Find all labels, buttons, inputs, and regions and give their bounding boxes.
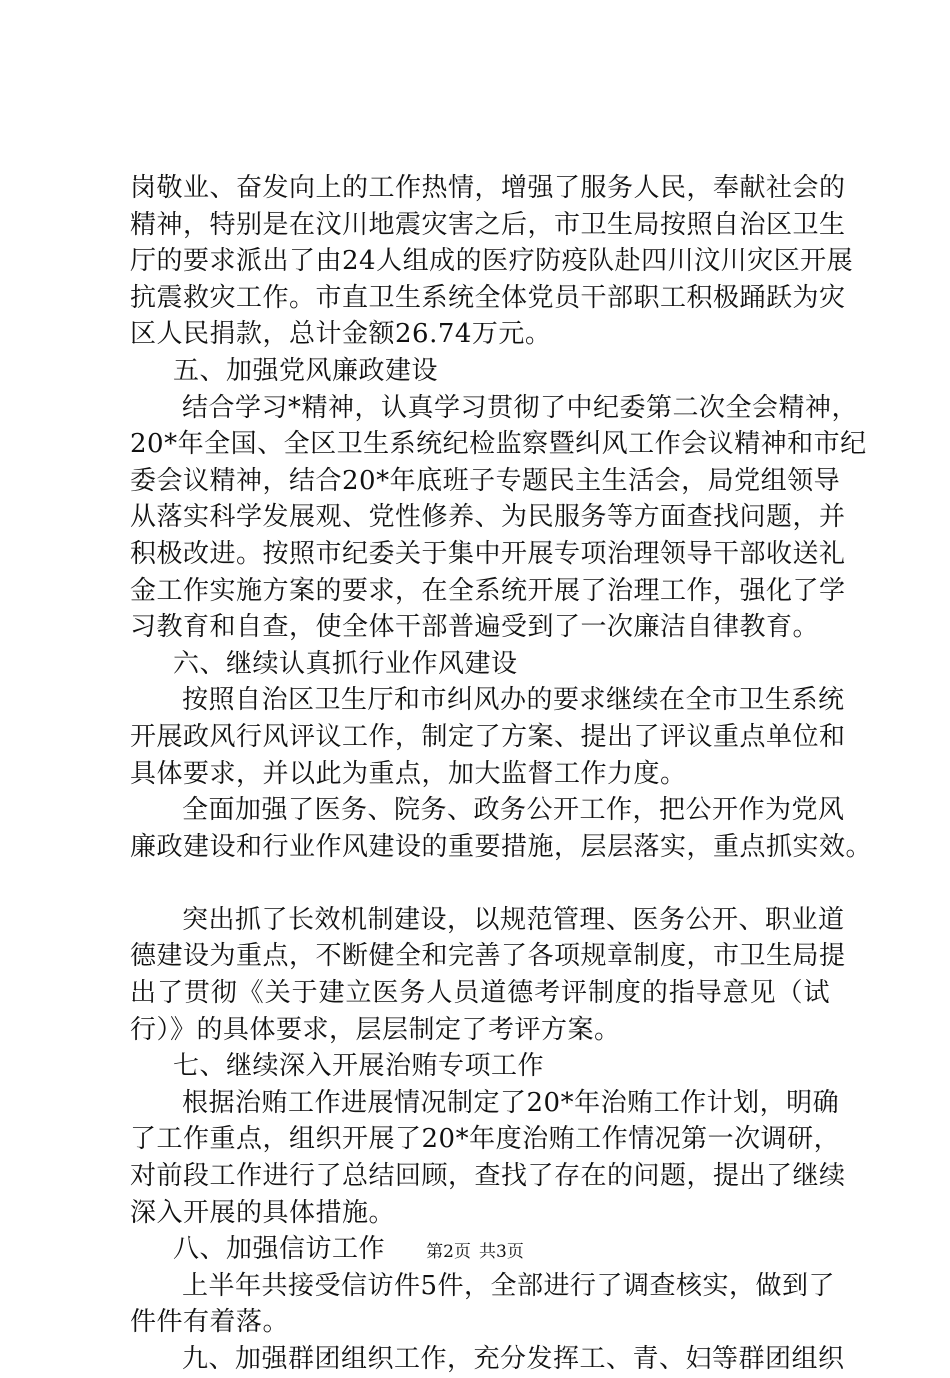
paragraph-start-line: 上半年共接受信访件5件，全部进行了调查核实，做到了 bbox=[182, 1270, 836, 1301]
text-line: 20*年全国、全区卫生系统纪检监察暨纠风工作会议精神和市纪 bbox=[130, 429, 867, 460]
paragraph-end-line: 具体要求，并以此为重点，加大监督工作力度。 bbox=[130, 758, 687, 789]
text-line: 德建设为重点，不断健全和完善了各项规章制度，市卫生局提 bbox=[130, 941, 846, 972]
paragraph-start-line: 结合学习*精神，认真学习贯彻了中纪委第二次全会精神， bbox=[182, 392, 859, 423]
text-line: 出了贯彻《关于建立医务人员道德考评制度的指导意见（试 bbox=[130, 978, 830, 1009]
paragraph-end-line: 件件有着落。 bbox=[130, 1307, 290, 1338]
document-body bbox=[130, 170, 873, 1378]
text-line: 从落实科学发展观、党性修养、为民服务等方面查找问题，并 bbox=[130, 502, 846, 533]
page-footer bbox=[0, 1240, 950, 1264]
paragraph-start-line: 按照自治区卫生厅和市纠风办的要求继续在全市卫生系统 bbox=[182, 685, 845, 716]
text-line: 精神，特别是在汶川地震灾害之后，市卫生局按照自治区卫生 bbox=[130, 209, 846, 240]
section-heading: 七、继续深入开展治贿专项工作 bbox=[173, 1051, 545, 1082]
paragraph-end-line: 习教育和自查，使全体干部普遍受到了一次廉洁自律教育。 bbox=[130, 612, 820, 643]
text-line: 岗敬业、奋发向上的工作热情，增强了服务人民，奉献社会的 bbox=[130, 173, 846, 203]
section-heading: 六、继续认真抓行业作风建设 bbox=[173, 648, 518, 679]
text-line: 金工作实施方案的要求，在全系统开展了治理工作，强化了学 bbox=[130, 575, 846, 606]
text-line: 廉政建设和行业作风建设的重要措施，层层落实，重点抓实效。 bbox=[130, 831, 873, 862]
blank-line bbox=[130, 865, 830, 902]
text-line: 委会议精神，结合20*年底班子专题民主生活会，局党组领导 bbox=[130, 465, 841, 496]
paragraph-end-line: 行）》的具体要求，层层制定了考评方案。 bbox=[130, 1014, 621, 1045]
paragraph-start-line: 根据治贿工作进展情况制定了20*年治贿工作计划，明确 bbox=[182, 1087, 840, 1118]
paragraph-start-line: 全面加强了医务、院务、政务公开工作，把公开作为党风 bbox=[182, 795, 845, 826]
text-line: 了工作重点，组织开展了20*年度治贿工作情况第一次调研， bbox=[130, 1124, 841, 1155]
text-line: 抗震救灾工作。市直卫生系统全体党员干部职工积极踊跃为灾 bbox=[130, 282, 846, 313]
paragraph-end-line: 区人民捐款，总计金额26.74万元。 bbox=[130, 319, 552, 350]
text-line: 开展政风行风评议工作，制定了方案、提出了评议重点单位和 bbox=[130, 721, 846, 752]
section-heading: 八、加强信访工作 bbox=[173, 1234, 386, 1265]
text-line: 对前段工作进行了总结回顾，查找了存在的问题，提出了继续 bbox=[130, 1161, 846, 1192]
paragraph-start-line: 九、加强群团组织工作，充分发挥工、青、妇等群团组织 bbox=[182, 1344, 845, 1374]
paragraph-start-line: 突出抓了长效机制建设，以规范管理、医务公开、职业道 bbox=[182, 904, 845, 935]
page-number: 第2页 bbox=[426, 1242, 471, 1262]
text-line: 积极改进。按照市纪委关于集中开展专项治理领导干部收送礼 bbox=[130, 538, 846, 569]
paragraph-end-line: 深入开展的具体措施。 bbox=[130, 1197, 396, 1228]
section-heading: 五、加强党风廉政建设 bbox=[173, 355, 439, 386]
text-line: 厅的要求派出了由24人组成的医疗防疫队赴四川汶川灾区开展 bbox=[130, 246, 854, 277]
page-total: 共3页 bbox=[479, 1242, 524, 1262]
